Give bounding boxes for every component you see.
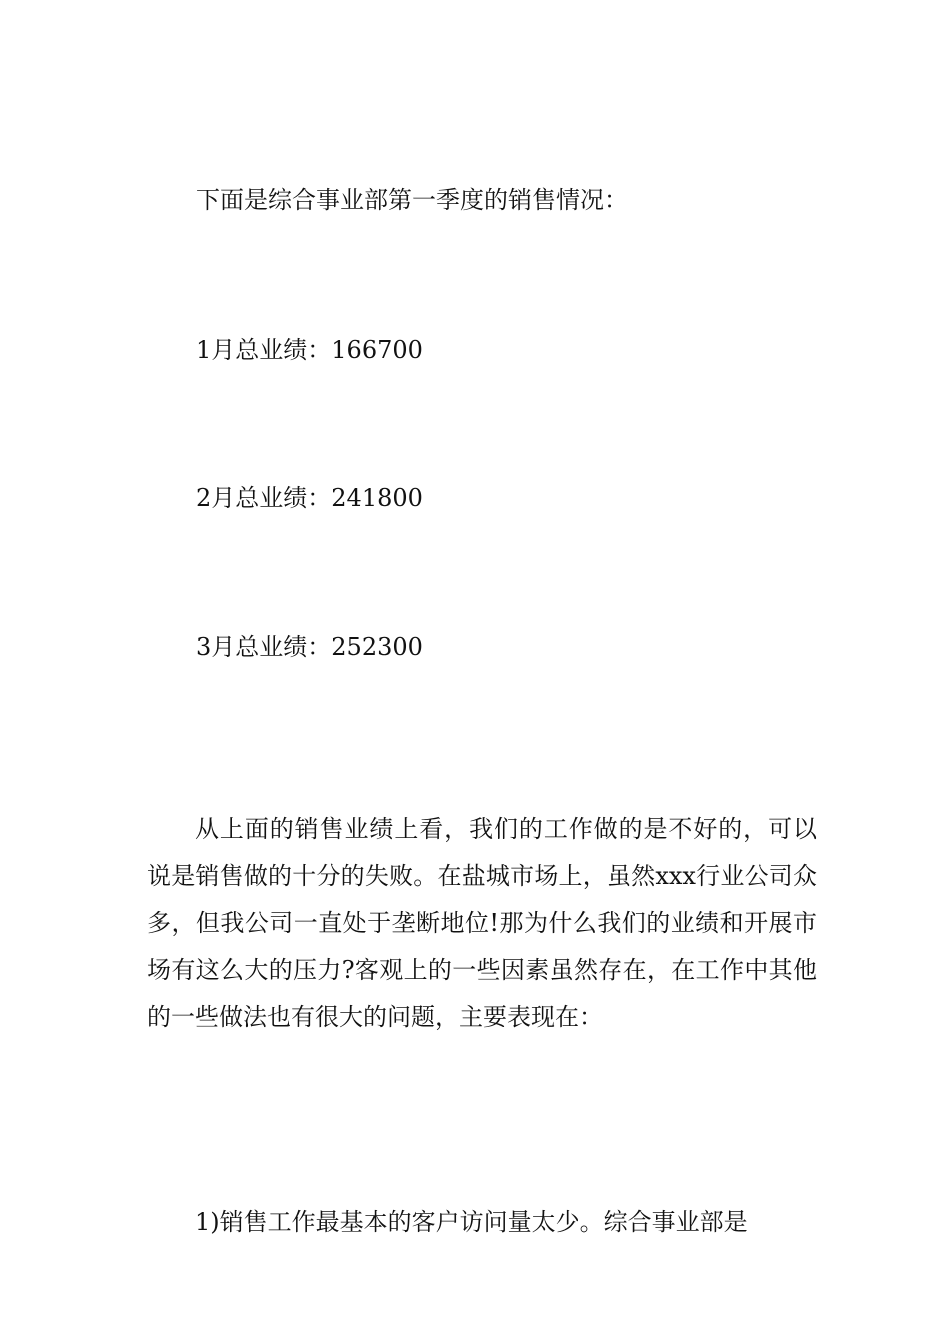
march-sales-label: 3月总业绩：	[196, 633, 332, 661]
march-sales-line	[196, 635, 423, 659]
february-sales-label: 2月总业绩：	[196, 484, 332, 512]
january-sales-line	[196, 338, 423, 362]
march-sales-value: 252300	[331, 633, 423, 661]
analysis-paragraph: 从上面的销售业绩上看，我们的工作做的是不好的，可以说是销售做的十分的失败。在盐城市场上，虽然xxx行业公司众多，但我公司一直处于垄断地位!那为什么我们的业绩和开展市场有这么大的压力?客观上的一些因素虽然存在，在工作中其他的一些做法也有很大的问题，主要表现在：	[147, 815, 817, 1031]
january-sales-value: 166700	[331, 336, 423, 364]
january-sales-label: 1月总业绩：	[196, 336, 332, 364]
february-sales-value: 241800	[331, 484, 423, 512]
intro-line: 下面是综合事业部第一季度的销售情况：	[196, 186, 628, 214]
point-1-paragraph: 1)销售工作最基本的客户访问量太少。综合事业部是	[195, 1208, 748, 1236]
february-sales-line	[196, 486, 423, 510]
